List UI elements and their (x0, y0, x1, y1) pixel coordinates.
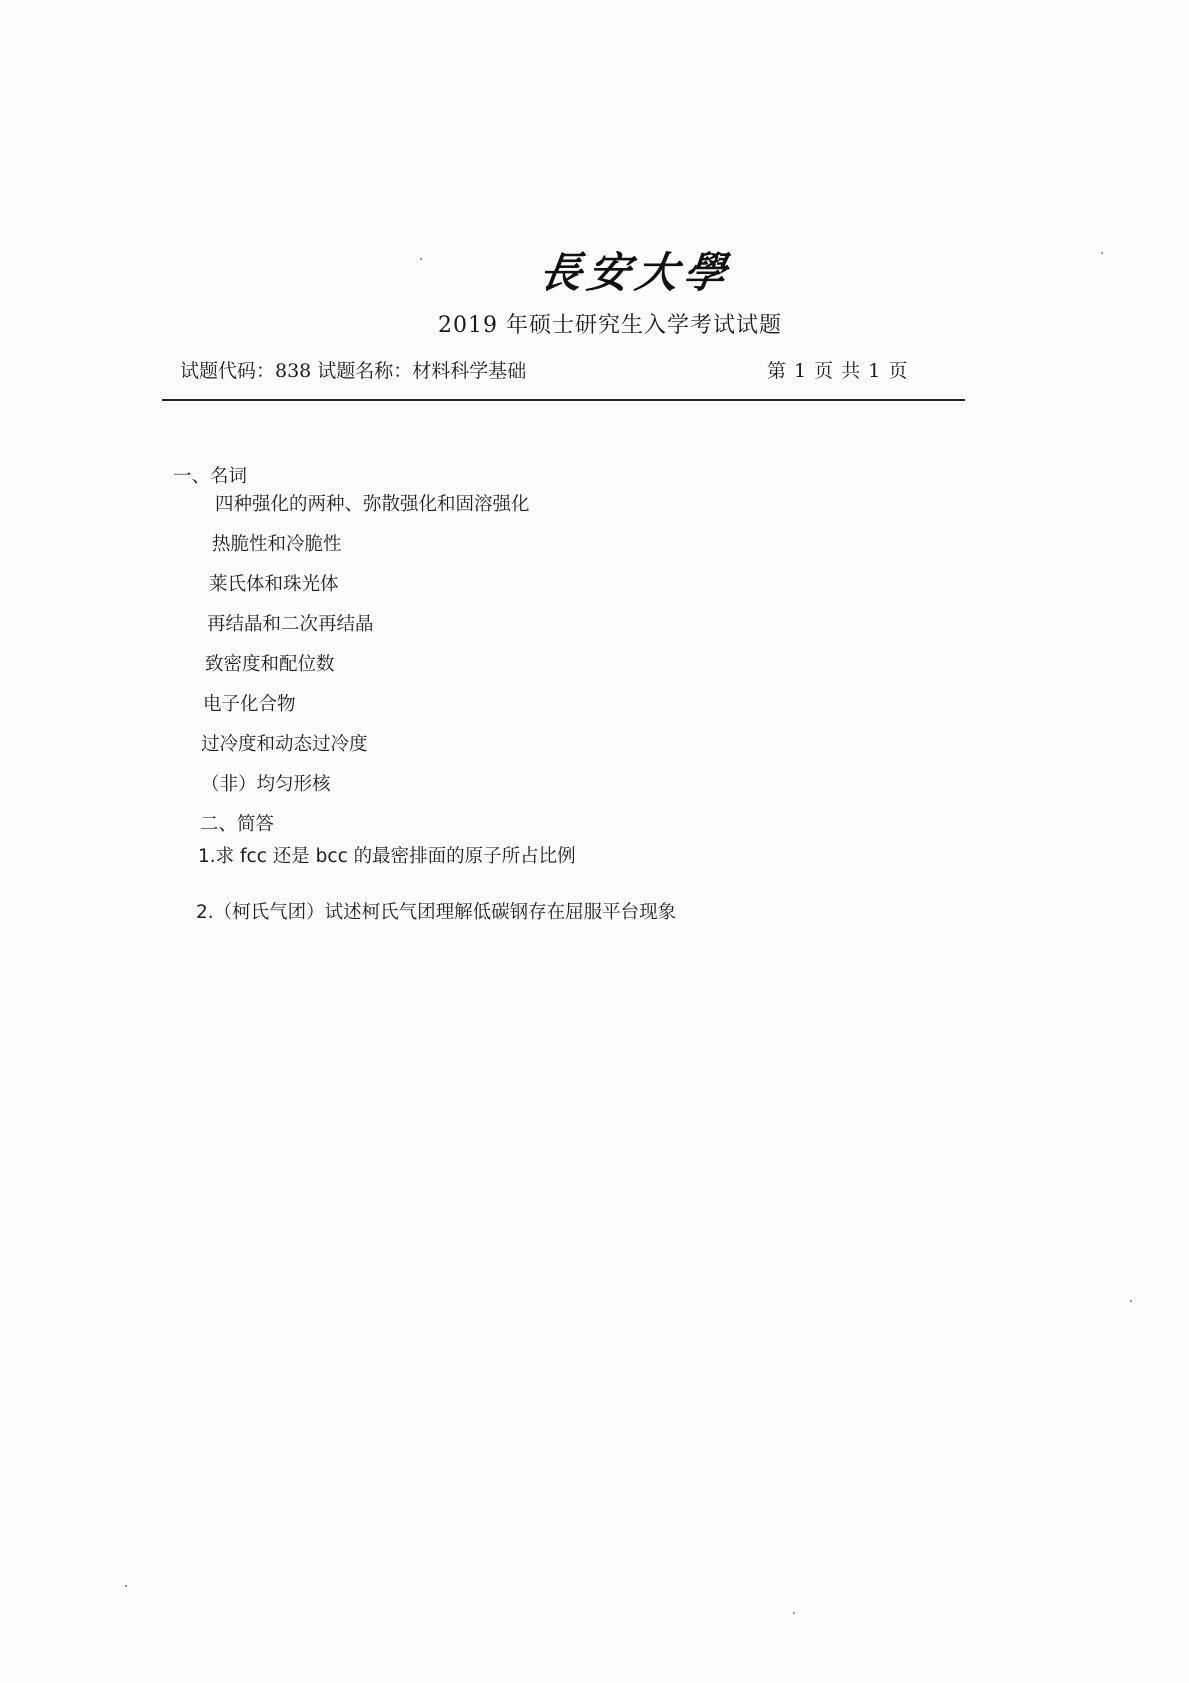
scan-speck (793, 1612, 795, 1614)
term-item: 致密度和配位数 (205, 654, 335, 675)
exam-title: 2019 年硕士研究生入学考试试题 (438, 313, 782, 338)
header-divider (162, 399, 965, 401)
scan-speck (420, 258, 422, 260)
term-item: 过冷度和动态过冷度 (201, 734, 368, 755)
exam-code-and-subject: 试题代码：838 试题名称：材料科学基础 (180, 360, 527, 382)
school-logo: 長安大學 (536, 248, 736, 297)
question-item: 2.（柯氏气团）试述柯氏气团理解低碳钢存在屈服平台现象 (196, 902, 677, 923)
section-heading-terms: 一、名词 (173, 466, 248, 487)
term-item: 再结晶和二次再结晶 (207, 614, 374, 635)
term-item: 电子化合物 (203, 694, 296, 715)
scan-speck (1101, 252, 1103, 254)
term-item: 热脆性和冷脆性 (212, 534, 342, 555)
term-item: 四种强化的两种、弥散强化和固溶强化 (215, 494, 530, 515)
scan-speck (125, 1585, 127, 1587)
scan-speck (1130, 1300, 1132, 1302)
section-heading-short-answer: 二、简答 (200, 814, 275, 835)
question-item: 1.求 fcc 还是 bcc 的最密排面的原子所占比例 (198, 846, 576, 867)
term-item: （非）均匀形核 (201, 774, 331, 795)
page-count: 第 1 页 共 1 页 (767, 360, 909, 382)
term-item: 莱氏体和珠光体 (209, 574, 339, 595)
